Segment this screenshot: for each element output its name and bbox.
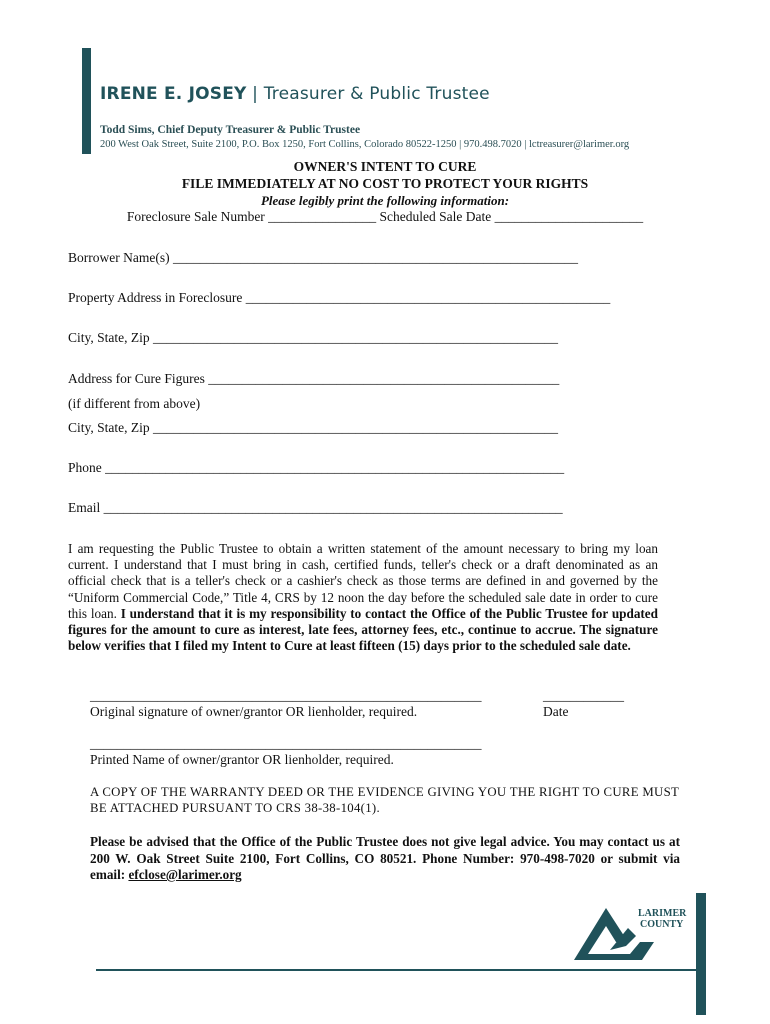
logo-line-2: COUNTY: [640, 919, 684, 930]
form-title: OWNER'S INTENT TO CURE: [293, 159, 477, 174]
request-paragraph: [68, 541, 658, 654]
form-instruction: Please legibly print the following information:: [260, 193, 510, 208]
header-separator: |: [252, 84, 259, 104]
property-address-field[interactable]: Property Address in Foreclosure ______________________________________________________: [68, 290, 611, 305]
phone-field[interactable]: Phone ____________________________________________________________________: [68, 460, 565, 475]
office-address: 200 West Oak Street, Suite 2100, P.O. Box 1250, Fort Collins, Colorado 80522-1250 | 970.498.7020 | lctreasurer@larimer.org: [100, 139, 630, 150]
sale-number-date-field[interactable]: Foreclosure Sale Number ________________ Scheduled Sale Date ______________________: [126, 209, 644, 224]
date-label: Date: [543, 704, 569, 719]
header-accent-bar: [82, 48, 91, 154]
cure-city-state-zip-field[interactable]: City, State, Zip ____________________________________________________________: [68, 420, 558, 435]
city-state-zip-field[interactable]: City, State, Zip ____________________________________________________________: [68, 330, 558, 345]
if-different-note: (if different from above): [68, 396, 201, 411]
warranty-deed-notice: A COPY OF THE WARRANTY DEED OR THE EVIDENCE GIVING YOU THE RIGHT TO CURE MUST BE ATTACHED PURSUANT TO CRS 38-38-104(1).: [90, 785, 679, 815]
signature-label: Original signature of owner/grantor OR lienholder, required.: [90, 704, 418, 719]
treasurer-name: IRENE E. JOSEY: [100, 84, 247, 104]
contact-email-link[interactable]: efclose@larimer.org: [128, 867, 242, 882]
deputy-line: Todd Sims, Chief Deputy Treasurer & Public Trustee: [100, 124, 361, 136]
treasurer-role: Treasurer & Public Trustee: [263, 84, 490, 104]
date-line[interactable]: ____________: [543, 688, 624, 703]
request-paragraph-bold: I understand that it is my responsibility to contact the Office of the Public Trustee for updated figures for the amount to cure as interest, late fees, attorney fees, etc., continue to accrue. The signature below verifies that I filed my Intent to Cure at least fifteen (15) days prior to the scheduled sale date.: [68, 605, 658, 654]
printed-name-label: Printed Name of owner/grantor OR lienholder, required.: [90, 752, 394, 767]
logo-line-1: LARIMER: [638, 908, 687, 919]
legal-advice-text: Please be advised that the Office of the Public Trustee does not give legal advice. You may contact us at 200 W. Oak Street Suite 2100, Fort Collins, CO 80521. Phone Number: 970-498-7020 or submit via email:: [90, 834, 680, 882]
footer-accent-bar: [696, 893, 706, 1015]
request-paragraph-plain: I am requesting the Public Trustee to obtain a written statement of the amount necessary to bring my loan current. I understand that I must bring in cash, certified funds, teller's check or a draft denominated as an official check that is a teller's check or a cashier's check as those terms are defined in and governed by the “Uniform Commercial Code,” Title 4, CRS by 12 noon the day before the scheduled sale date in order to cure this loan.: [68, 541, 658, 621]
email-field[interactable]: Email ____________________________________________________________________: [68, 500, 563, 515]
footer-rule: [96, 969, 696, 971]
legal-advice-notice: [90, 834, 680, 884]
larimer-county-logo: [570, 902, 687, 964]
cure-address-field[interactable]: Address for Cure Figures ____________________________________________________: [68, 371, 560, 386]
form-subtitle: FILE IMMEDIATELY AT NO COST TO PROTECT YOUR RIGHTS: [181, 176, 589, 191]
printed-name-line[interactable]: __________________________________________________________: [90, 736, 482, 751]
borrower-name-field[interactable]: Borrower Name(s) ____________________________________________________________: [68, 250, 578, 265]
signature-line[interactable]: __________________________________________________________: [90, 688, 482, 703]
header-title: [100, 84, 490, 104]
